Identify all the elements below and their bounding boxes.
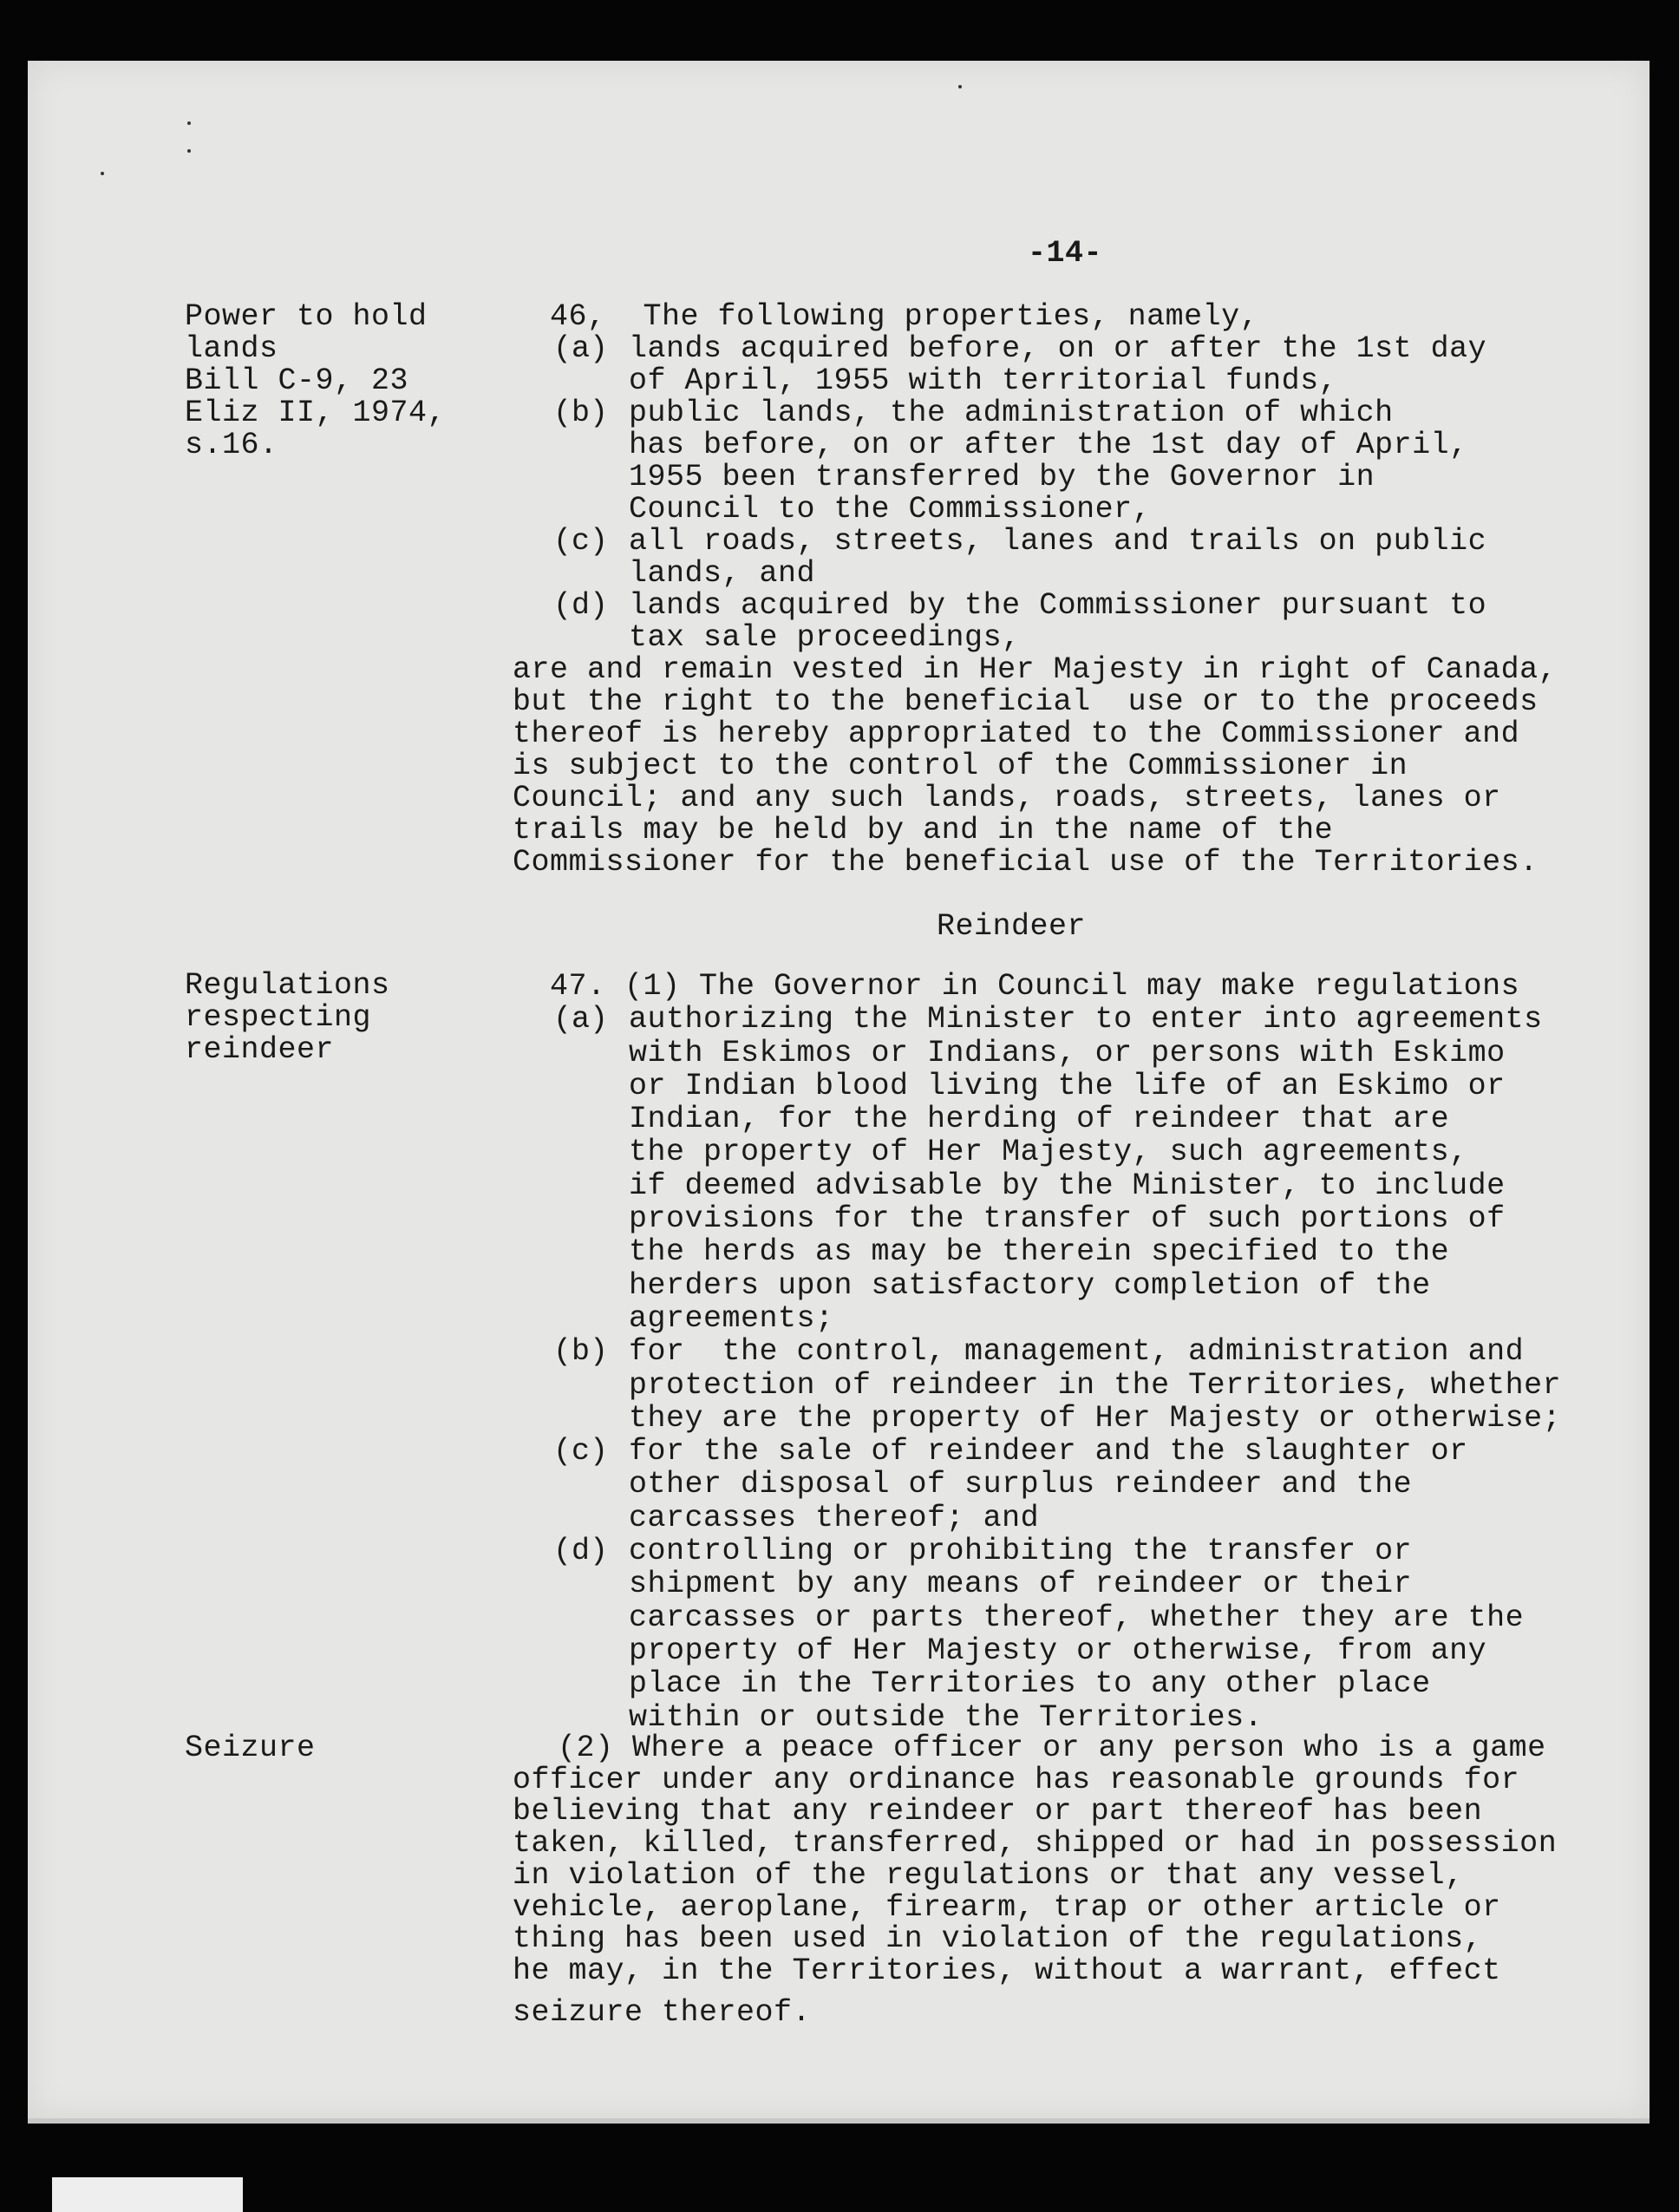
text-line: for the sale of reindeer and the slaughter or	[629, 1434, 1468, 1469]
closing-line: trails may be held by and in the name of the	[513, 813, 1334, 847]
item-label: (d)	[553, 588, 609, 623]
speck	[958, 85, 962, 88]
section-intro: 47. (1) The Governor in Council may make regulations	[550, 969, 1520, 1004]
section-intro: 46, The following properties, namely,	[550, 299, 1259, 334]
item-text	[629, 590, 1631, 654]
text-line: carcasses thereof; and	[629, 1500, 1040, 1535]
text-line: the herds as may be therein specified to the	[629, 1234, 1450, 1270]
margin-note-line: Eliz II, 1974,	[185, 396, 447, 430]
text-line: 1955 been transferred by the Governor in	[629, 460, 1375, 494]
text-line: carcasses or parts thereof, whether they are the	[629, 1600, 1525, 1635]
margin-note-line: Bill C-9, 23	[185, 363, 409, 398]
text-line: protection of reindeer in the Territories, whether	[629, 1367, 1562, 1403]
text-line: taken, killed, transferred, shipped or had in possession	[513, 1826, 1558, 1862]
margin-note-line: Regulations	[185, 968, 390, 1003]
margin-note-seizure	[185, 1732, 316, 1764]
speck	[101, 172, 104, 175]
text-line: they are the property of Her Majesty or otherwise;	[629, 1400, 1562, 1436]
closing-line: thereof is hereby appropriated to the Commissioner and	[513, 717, 1520, 751]
item-label: (c)	[553, 524, 609, 559]
list-item	[513, 397, 1631, 526]
text-line: tax sale proceedings,	[629, 620, 1021, 655]
margin-note-line: Power to hold	[185, 299, 428, 334]
list-item	[513, 590, 1631, 654]
text-line: in violation of the regulations or that any vessel,	[513, 1857, 1464, 1893]
text-line: all roads, streets, lanes and trails on public	[629, 524, 1487, 559]
list-item	[513, 1535, 1631, 1734]
text-line: lands acquired by the Commissioner pursuant to	[629, 588, 1487, 623]
margin-note-line: Seizure	[185, 1731, 316, 1765]
text-line: of April, 1955 with territorial funds,	[629, 363, 1338, 398]
text-line: Indian, for the herding of reindeer that are	[629, 1102, 1450, 1137]
speck	[187, 121, 191, 125]
item-label: (c)	[553, 1434, 609, 1469]
section-47-2-seizure	[513, 1732, 1640, 1987]
item-label: (d)	[553, 1534, 609, 1569]
text-line: controlling or prohibiting the transfer or	[629, 1534, 1413, 1569]
text-line: if deemed advisable by the Minister, to include	[629, 1168, 1506, 1203]
item-text	[629, 397, 1631, 526]
text-line: thing has been used in violation of the regulations,	[513, 1921, 1483, 1957]
item-text	[629, 1435, 1631, 1535]
text-line: (2) Where a peace officer or any person who is a game	[558, 1731, 1546, 1765]
margin-note-line: lands	[185, 331, 278, 366]
text-line: believing that any reindeer or part thereof has been	[513, 1794, 1483, 1829]
text-line: agreements;	[629, 1300, 834, 1336]
list-item	[513, 526, 1631, 590]
text-line: provisions for the transfer of such portions of	[629, 1201, 1506, 1237]
item-text	[629, 1003, 1631, 1335]
text-line: with Eskimos or Indians, or persons with Eskimo	[629, 1035, 1506, 1070]
closing-line: Council; and any such lands, roads, streets, lanes or	[513, 781, 1501, 815]
speck	[187, 149, 191, 153]
text-line: or Indian blood living the life of an Eskimo or	[629, 1068, 1506, 1103]
heading-reindeer: Reindeer	[937, 909, 1087, 944]
text-line: place in the Territories to any other place	[629, 1666, 1431, 1702]
scan-tab	[52, 2177, 243, 2212]
closing-line: are and remain vested in Her Majesty in right of Canada,	[513, 652, 1558, 687]
text-line: shipment by any means of reindeer or their	[629, 1567, 1413, 1602]
section-47	[513, 970, 1631, 1734]
page-number: -14-	[1028, 236, 1103, 271]
text-line: herders upon satisfactory completion of the	[629, 1267, 1431, 1303]
margin-note-regulations-reindeer	[185, 970, 390, 1066]
list-item	[513, 1003, 1631, 1335]
list-item	[513, 1335, 1631, 1435]
margin-note-power-to-hold-lands	[185, 301, 446, 461]
scan-edge	[28, 2118, 1650, 2124]
text-line: property of Her Majesty or otherwise, from any	[629, 1633, 1487, 1668]
text-line: lands acquired before, on or after the 1st day	[629, 331, 1487, 366]
list-item	[513, 333, 1631, 397]
item-label: (a)	[553, 1002, 609, 1037]
section-46	[513, 301, 1631, 879]
closing-line: Commissioner for the beneficial use of the Territories.	[513, 845, 1539, 880]
text-line: vehicle, aeroplane, firearm, trap or other article or	[513, 1889, 1501, 1925]
margin-note-line: s.16.	[185, 428, 278, 462]
closing-line: but the right to the beneficial use or to the proceeds	[513, 684, 1539, 719]
closing-line: is subject to the control of the Commissioner in	[513, 749, 1408, 783]
text-line: the property of Her Majesty, such agreements,	[629, 1135, 1468, 1170]
item-text	[629, 1335, 1631, 1435]
seizure-last-line: seizure thereof.	[513, 1995, 812, 2030]
text-line: for the control, management, administration and	[629, 1334, 1525, 1370]
text-line: public lands, the administration of which	[629, 396, 1394, 430]
text-line: Council to the Commissioner,	[629, 492, 1152, 527]
text-line: officer under any ordinance has reasonable grounds for	[513, 1762, 1520, 1797]
item-text	[629, 526, 1631, 590]
text-line: he may, in the Territories, without a warrant, effect	[513, 1953, 1501, 1988]
margin-note-line: respecting	[185, 1000, 372, 1035]
text-line: lands, and	[629, 556, 816, 591]
text-line: other disposal of surplus reindeer and the	[629, 1467, 1413, 1502]
item-label: (a)	[553, 331, 609, 366]
margin-note-line: reindeer	[185, 1032, 335, 1067]
item-text	[629, 1535, 1631, 1734]
text-line: within or outside the Territories.	[629, 1699, 1264, 1735]
text-line: has before, on or after the 1st day of April,	[629, 428, 1468, 462]
item-text	[629, 333, 1631, 397]
item-label: (b)	[553, 396, 609, 430]
text-line: authorizing the Minister to enter into agreements	[629, 1002, 1543, 1037]
item-label: (b)	[553, 1334, 609, 1370]
list-item	[513, 1435, 1631, 1535]
